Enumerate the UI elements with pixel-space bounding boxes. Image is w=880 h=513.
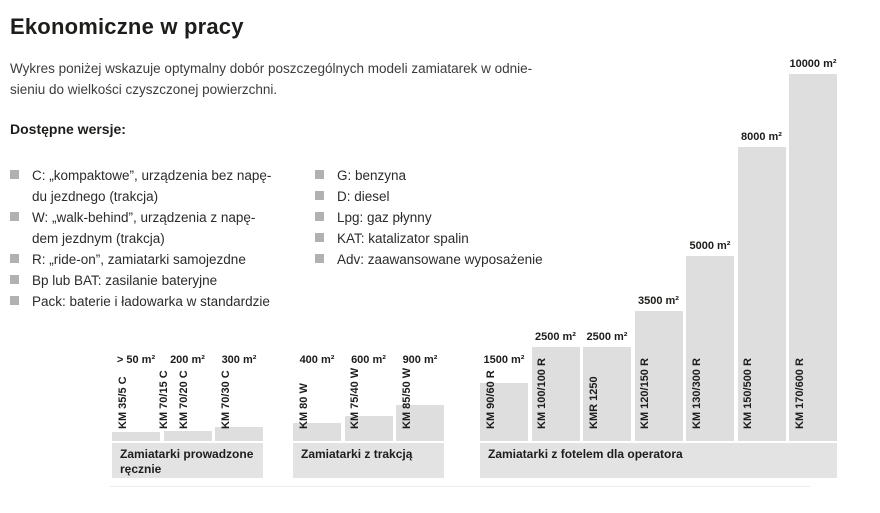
- group-category-label: Zamiatarki z fotelem dla operatora: [480, 443, 837, 478]
- group-category-label: Zamiatarki prowadzone ręcznie: [112, 443, 263, 478]
- model-name-label: KM 100/100 R: [536, 358, 548, 429]
- model-name-label: KM 120/150 R: [639, 358, 651, 429]
- area-value-label: 3500 m²: [638, 294, 679, 307]
- legend-item-text: Pack: baterie i ładowarka w standardzie: [32, 294, 270, 309]
- model-name-label: KM 70/20 C: [178, 370, 190, 429]
- chart-bar: [164, 431, 212, 441]
- area-value-label: 400 m²: [299, 354, 335, 366]
- model-name-label: KM 150/500 R: [742, 358, 754, 429]
- legend-item-text: D: diesel: [337, 189, 390, 204]
- legend-item-text: W: „walk-behind”, urządzenia z napę- dem jezdnym (trakcja): [32, 210, 256, 246]
- model-name-label: KMR 1250: [587, 376, 600, 429]
- area-value-label: 2500 m²: [586, 331, 628, 344]
- area-value-label: 600 m²: [351, 354, 386, 366]
- model-name-label: KM 85/50 W: [400, 367, 413, 429]
- model-name-label: KM 70/30 C: [219, 370, 232, 429]
- legend-item-text: Lpg: gaz płynny: [337, 210, 432, 225]
- area-value-label: 300 m²: [221, 354, 257, 366]
- model-name-label: KM 35/5 C: [116, 376, 129, 429]
- area-value-label: 900 m²: [402, 354, 438, 366]
- chart-bar: [112, 432, 160, 441]
- model-name-label: KM 75/40 W: [349, 367, 361, 429]
- page-bottom-divider: [110, 486, 810, 487]
- model-name-label: KM 130/300 R: [690, 358, 703, 429]
- model-name-label: KM 70/15 C: [158, 370, 170, 429]
- model-name-label: KM 170/600 R: [793, 358, 806, 429]
- model-name-label: KM 80 W: [297, 383, 310, 429]
- group-category-label: Zamiatarki z trakcją: [293, 443, 444, 478]
- versions-heading: Dostępne wersje:: [10, 121, 126, 137]
- page-title: Ekonomiczne w pracy: [10, 14, 244, 39]
- legend-item-text: C: „kompaktowe”, urządzenia bez napę- du jezdnego (trakcja): [32, 168, 272, 204]
- legend-item-text: Bp lub BAT: zasilanie bateryjne: [32, 273, 218, 288]
- legend-item-text: KAT: katalizator spalin: [337, 231, 469, 246]
- area-value-label: 2500 m²: [535, 331, 576, 344]
- legend-item-text: G: benzyna: [337, 168, 407, 183]
- chart-bar: [215, 427, 263, 441]
- intro-line-1: Wykres poniżej wskazuje optymalny dobór poszczególnych modeli zamiatarek w odnie-: [10, 61, 533, 76]
- legend-item-text: Adv: zaawansowane wyposażenie: [337, 252, 543, 267]
- area-value-label: 5000 m²: [689, 240, 731, 253]
- area-value-label: > 50 m²: [116, 354, 156, 366]
- area-value-label: 200 m²: [170, 354, 205, 366]
- area-value-label: 10000 m²: [789, 58, 837, 71]
- area-value-label: 1500 m²: [483, 354, 525, 366]
- legend-item-text: R: „ride-on”, zamiatarki samojezdne: [32, 252, 246, 267]
- intro-line-2: sieniu do wielkości czyszczonej powierzchni.: [10, 82, 278, 97]
- area-value-label: 8000 m²: [741, 131, 782, 144]
- model-name-label: KM 90/60 R: [484, 370, 497, 429]
